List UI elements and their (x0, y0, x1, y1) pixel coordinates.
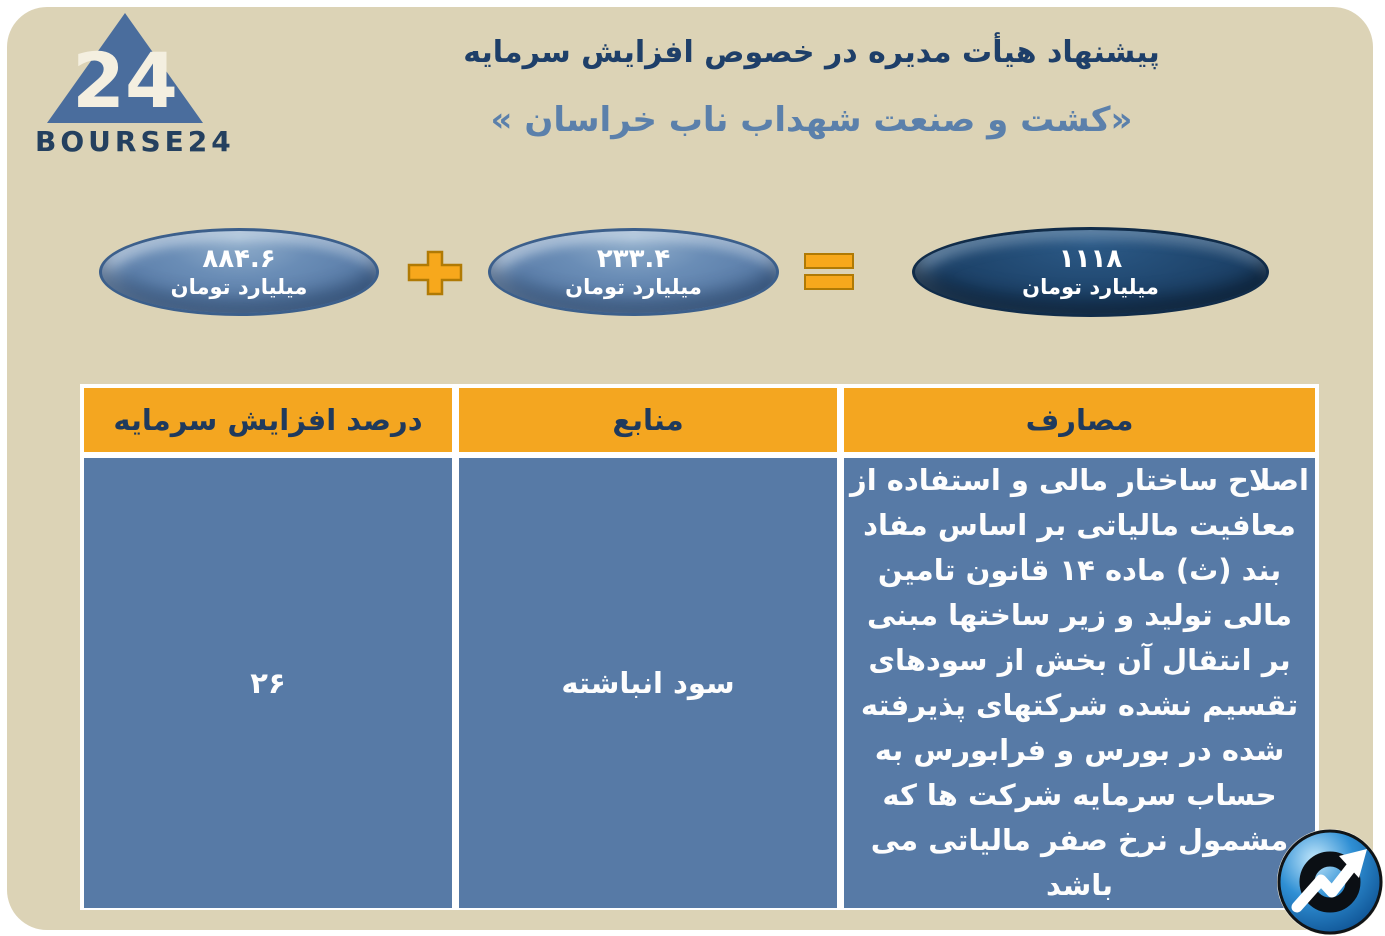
header-cell-masaref: مصارف (844, 388, 1315, 452)
page-title: پیشنهاد هیأت مدیره در خصوص افزایش سرمایه (463, 35, 1160, 70)
operand2-unit: میلیارد تومان (565, 275, 702, 299)
result-unit: میلیارد تومان (1022, 275, 1159, 299)
operand2-ellipse (488, 228, 779, 316)
plus-icon (407, 250, 463, 300)
header-cell-percent: درصد افزایش سرمایه (84, 388, 452, 452)
logo-number: 24 (72, 36, 178, 125)
trend-arrow-icon (1275, 828, 1385, 936)
operand2-value: ۲۳۳.۴ (596, 244, 671, 274)
capital-increase-table (80, 384, 1319, 910)
result-ellipse (912, 227, 1269, 317)
bourse24-badge (1275, 828, 1385, 936)
cell-masaref: اصلاح ساختار مالی و استفاده از معافیت مالیاتی بر اساس مفاد بند (ث) ماده ۱۴ قانون تامین مالی تولید و زیر ساختها مبنی بر انتقال آن بخش از سودهای تقسیم نشده شرکتهای پذیرفته شده در بورس و فرابورس به حساب سرمایه شرکت ها که مشمول نرخ صفر مالیاتی می باشد (844, 458, 1315, 908)
logo-triangle-icon (45, 11, 205, 125)
page-subtitle: «کشت و صنعت شهداب ناب خراسان » (490, 100, 1133, 140)
equals-icon (804, 253, 854, 290)
operand1-unit: میلیارد تومان (170, 275, 308, 299)
result-value: ۱۱۱۸ (1058, 244, 1123, 274)
bourse24-logo (35, 11, 235, 158)
header-titles (262, 35, 1361, 139)
logo-wordmark: BOURSE24 (35, 125, 235, 158)
cell-percent: ۲۶ (84, 458, 452, 908)
beige-canvas (7, 7, 1373, 930)
cell-manabe: سود انباشته (459, 458, 837, 908)
operand1-ellipse (99, 228, 379, 316)
operand1-value: ۸۸۴.۶ (202, 244, 276, 274)
header-cell-manabe: منابع (459, 388, 837, 452)
